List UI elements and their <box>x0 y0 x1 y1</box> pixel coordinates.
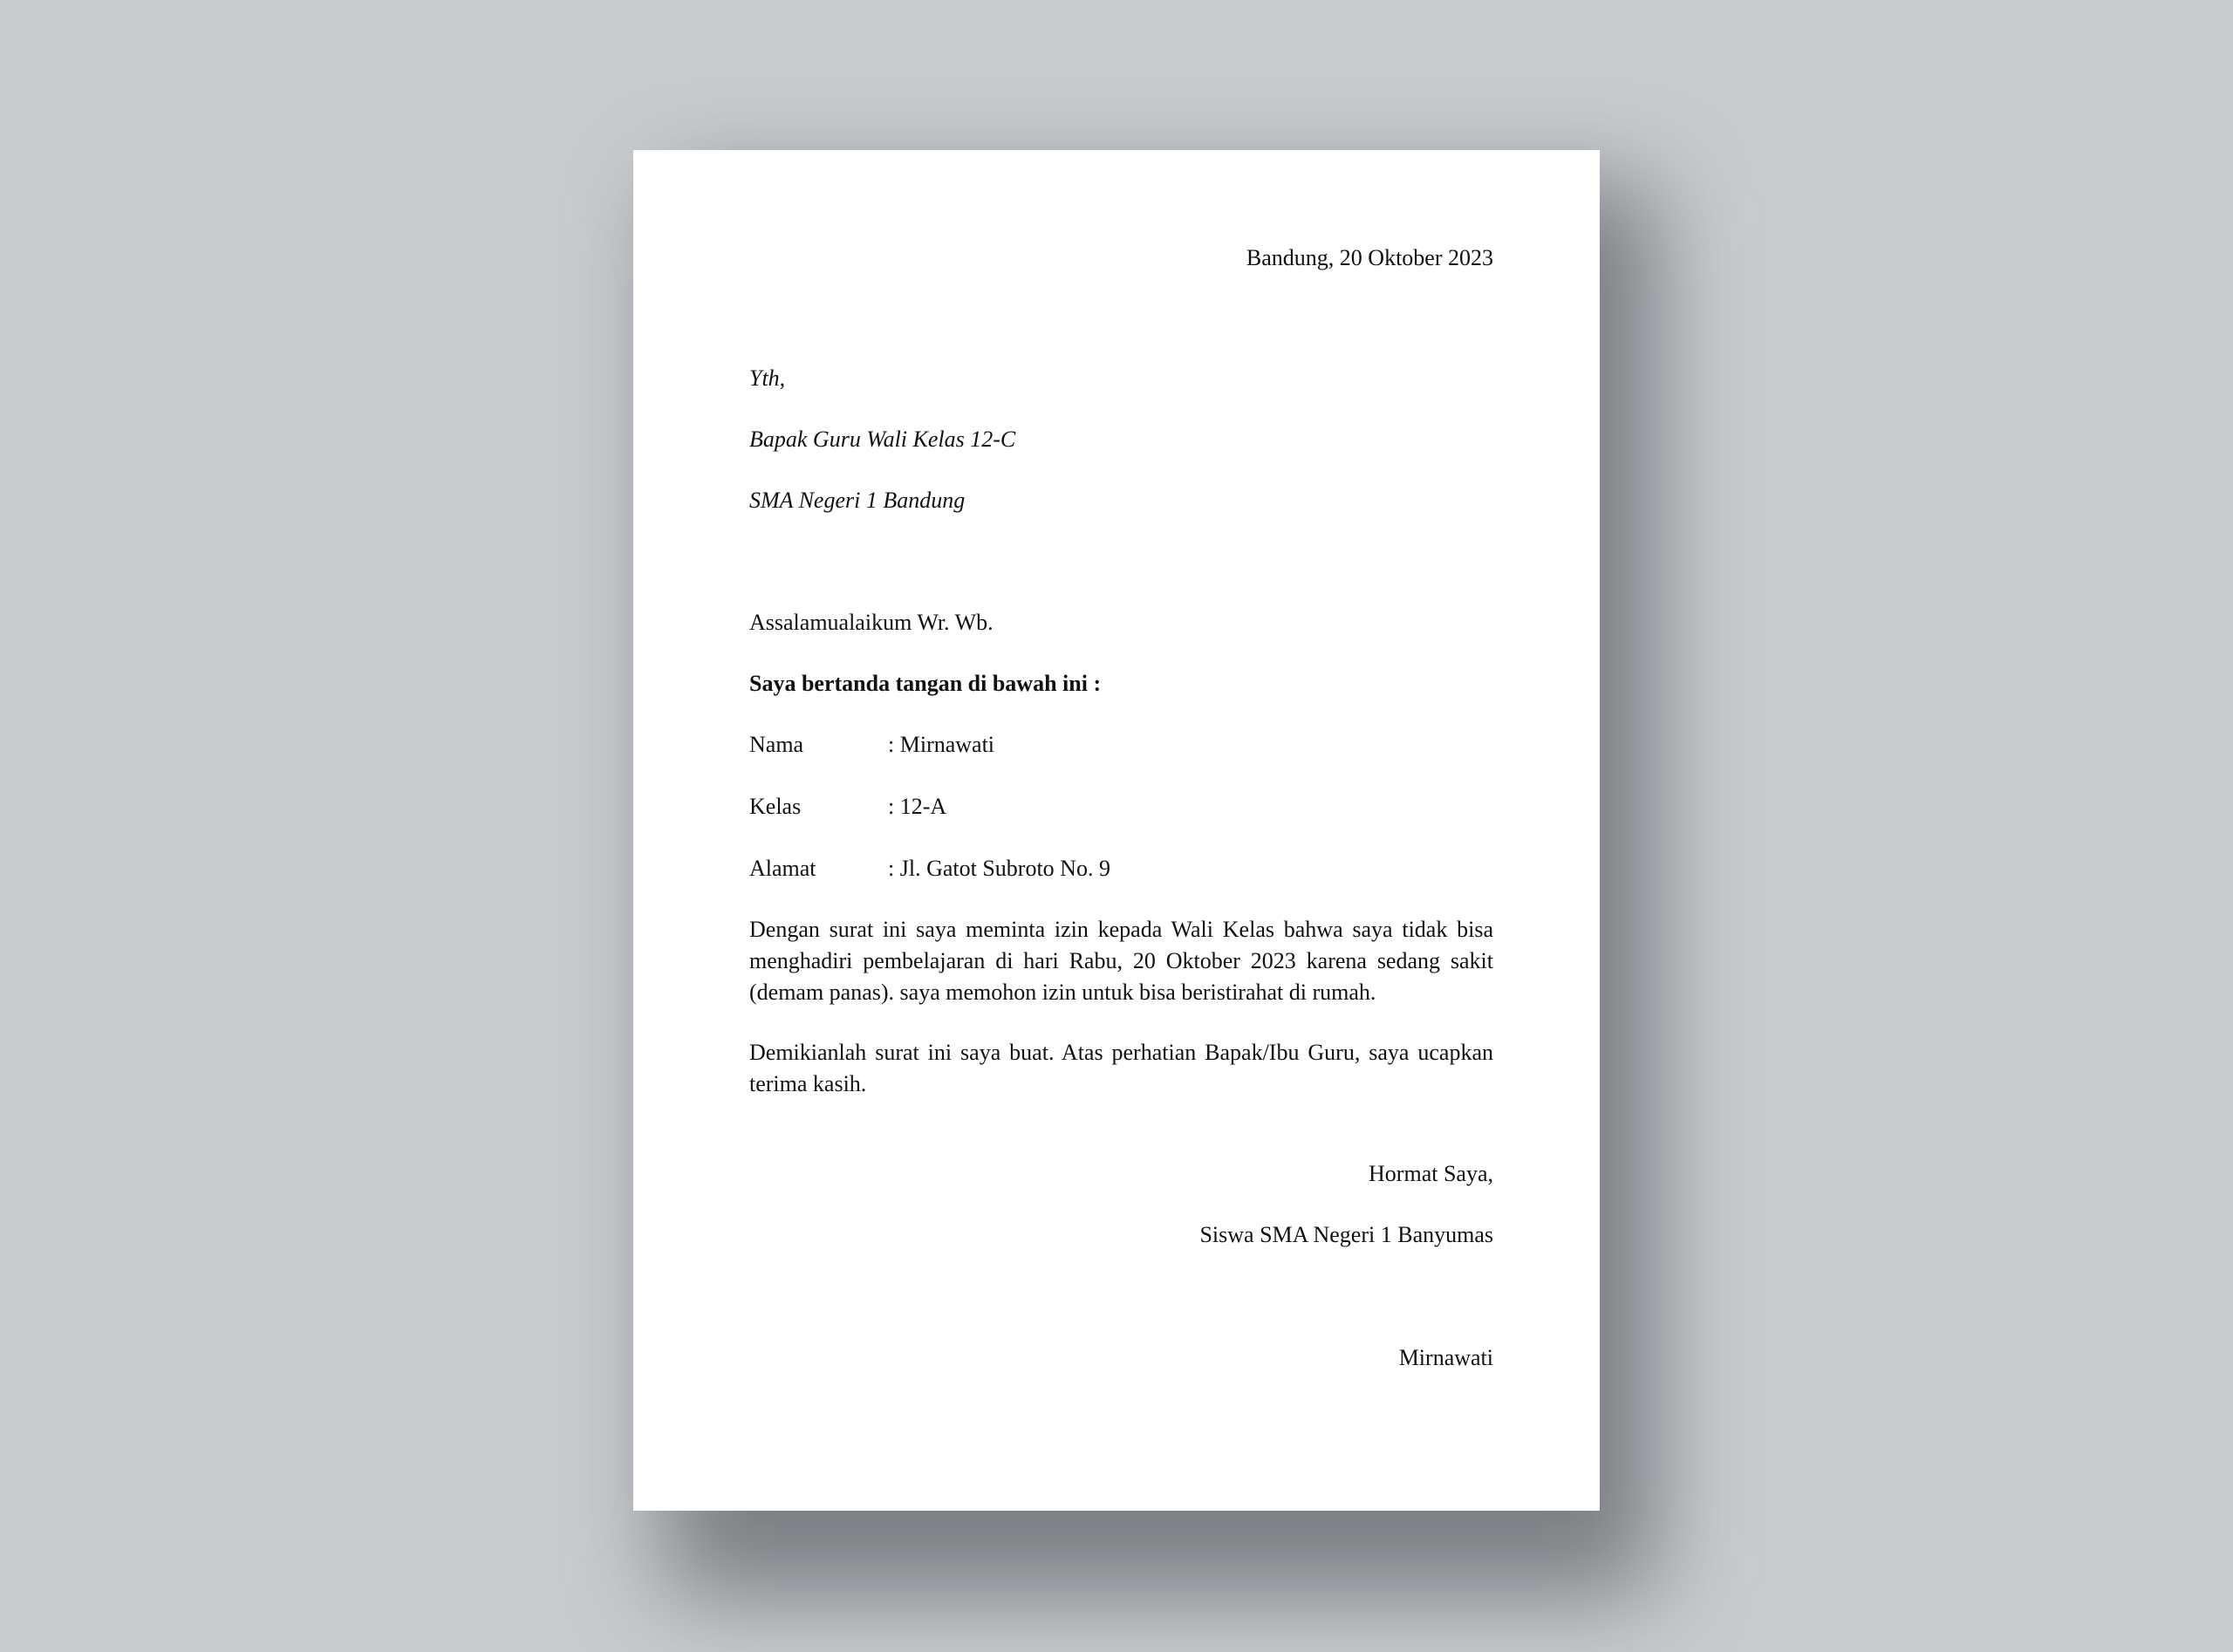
closing-paragraph: Demikianlah surat ini saya buat. Atas perhatian Bapak/Ibu Guru, saya ucapkan terima kasih. <box>749 1040 1493 1096</box>
intro-statement: Saya bertanda tangan di bawah ini : <box>749 671 1102 696</box>
letter-page <box>633 150 1600 1511</box>
field-value-alamat: : Jl. Gatot Subroto No. 9 <box>888 856 1110 881</box>
letter-date: Bandung, 20 Oktober 2023 <box>1246 245 1493 270</box>
signer-name: Mirnawati <box>1398 1345 1493 1370</box>
field-label-nama: Nama <box>749 732 804 757</box>
recipient-salutation: Yth, <box>749 365 786 391</box>
field-value-kelas: : 12-A <box>888 794 947 819</box>
signoff: Hormat Saya, <box>1369 1161 1493 1186</box>
field-label-alamat: Alamat <box>749 856 816 881</box>
recipient-name: Bapak Guru Wali Kelas 12-C <box>749 427 1016 452</box>
field-label-kelas: Kelas <box>749 794 802 819</box>
signer-title: Siswa SMA Negeri 1 Banyumas <box>1199 1222 1493 1247</box>
field-value-nama: : Mirnawati <box>888 732 995 757</box>
recipient-school: SMA Negeri 1 Bandung <box>749 488 966 513</box>
greeting: Assalamualaikum Wr. Wb. <box>749 610 994 635</box>
body-paragraph: Dengan surat ini saya meminta izin kepada Wali Kelas bahwa saya tidak bisa menghadiri pembelajaran di hari Rabu, 20 Oktober 2023 karena sedang sakit (demam panas). saya memohon izin untuk bisa beristirahat di rumah. <box>749 917 1493 1005</box>
